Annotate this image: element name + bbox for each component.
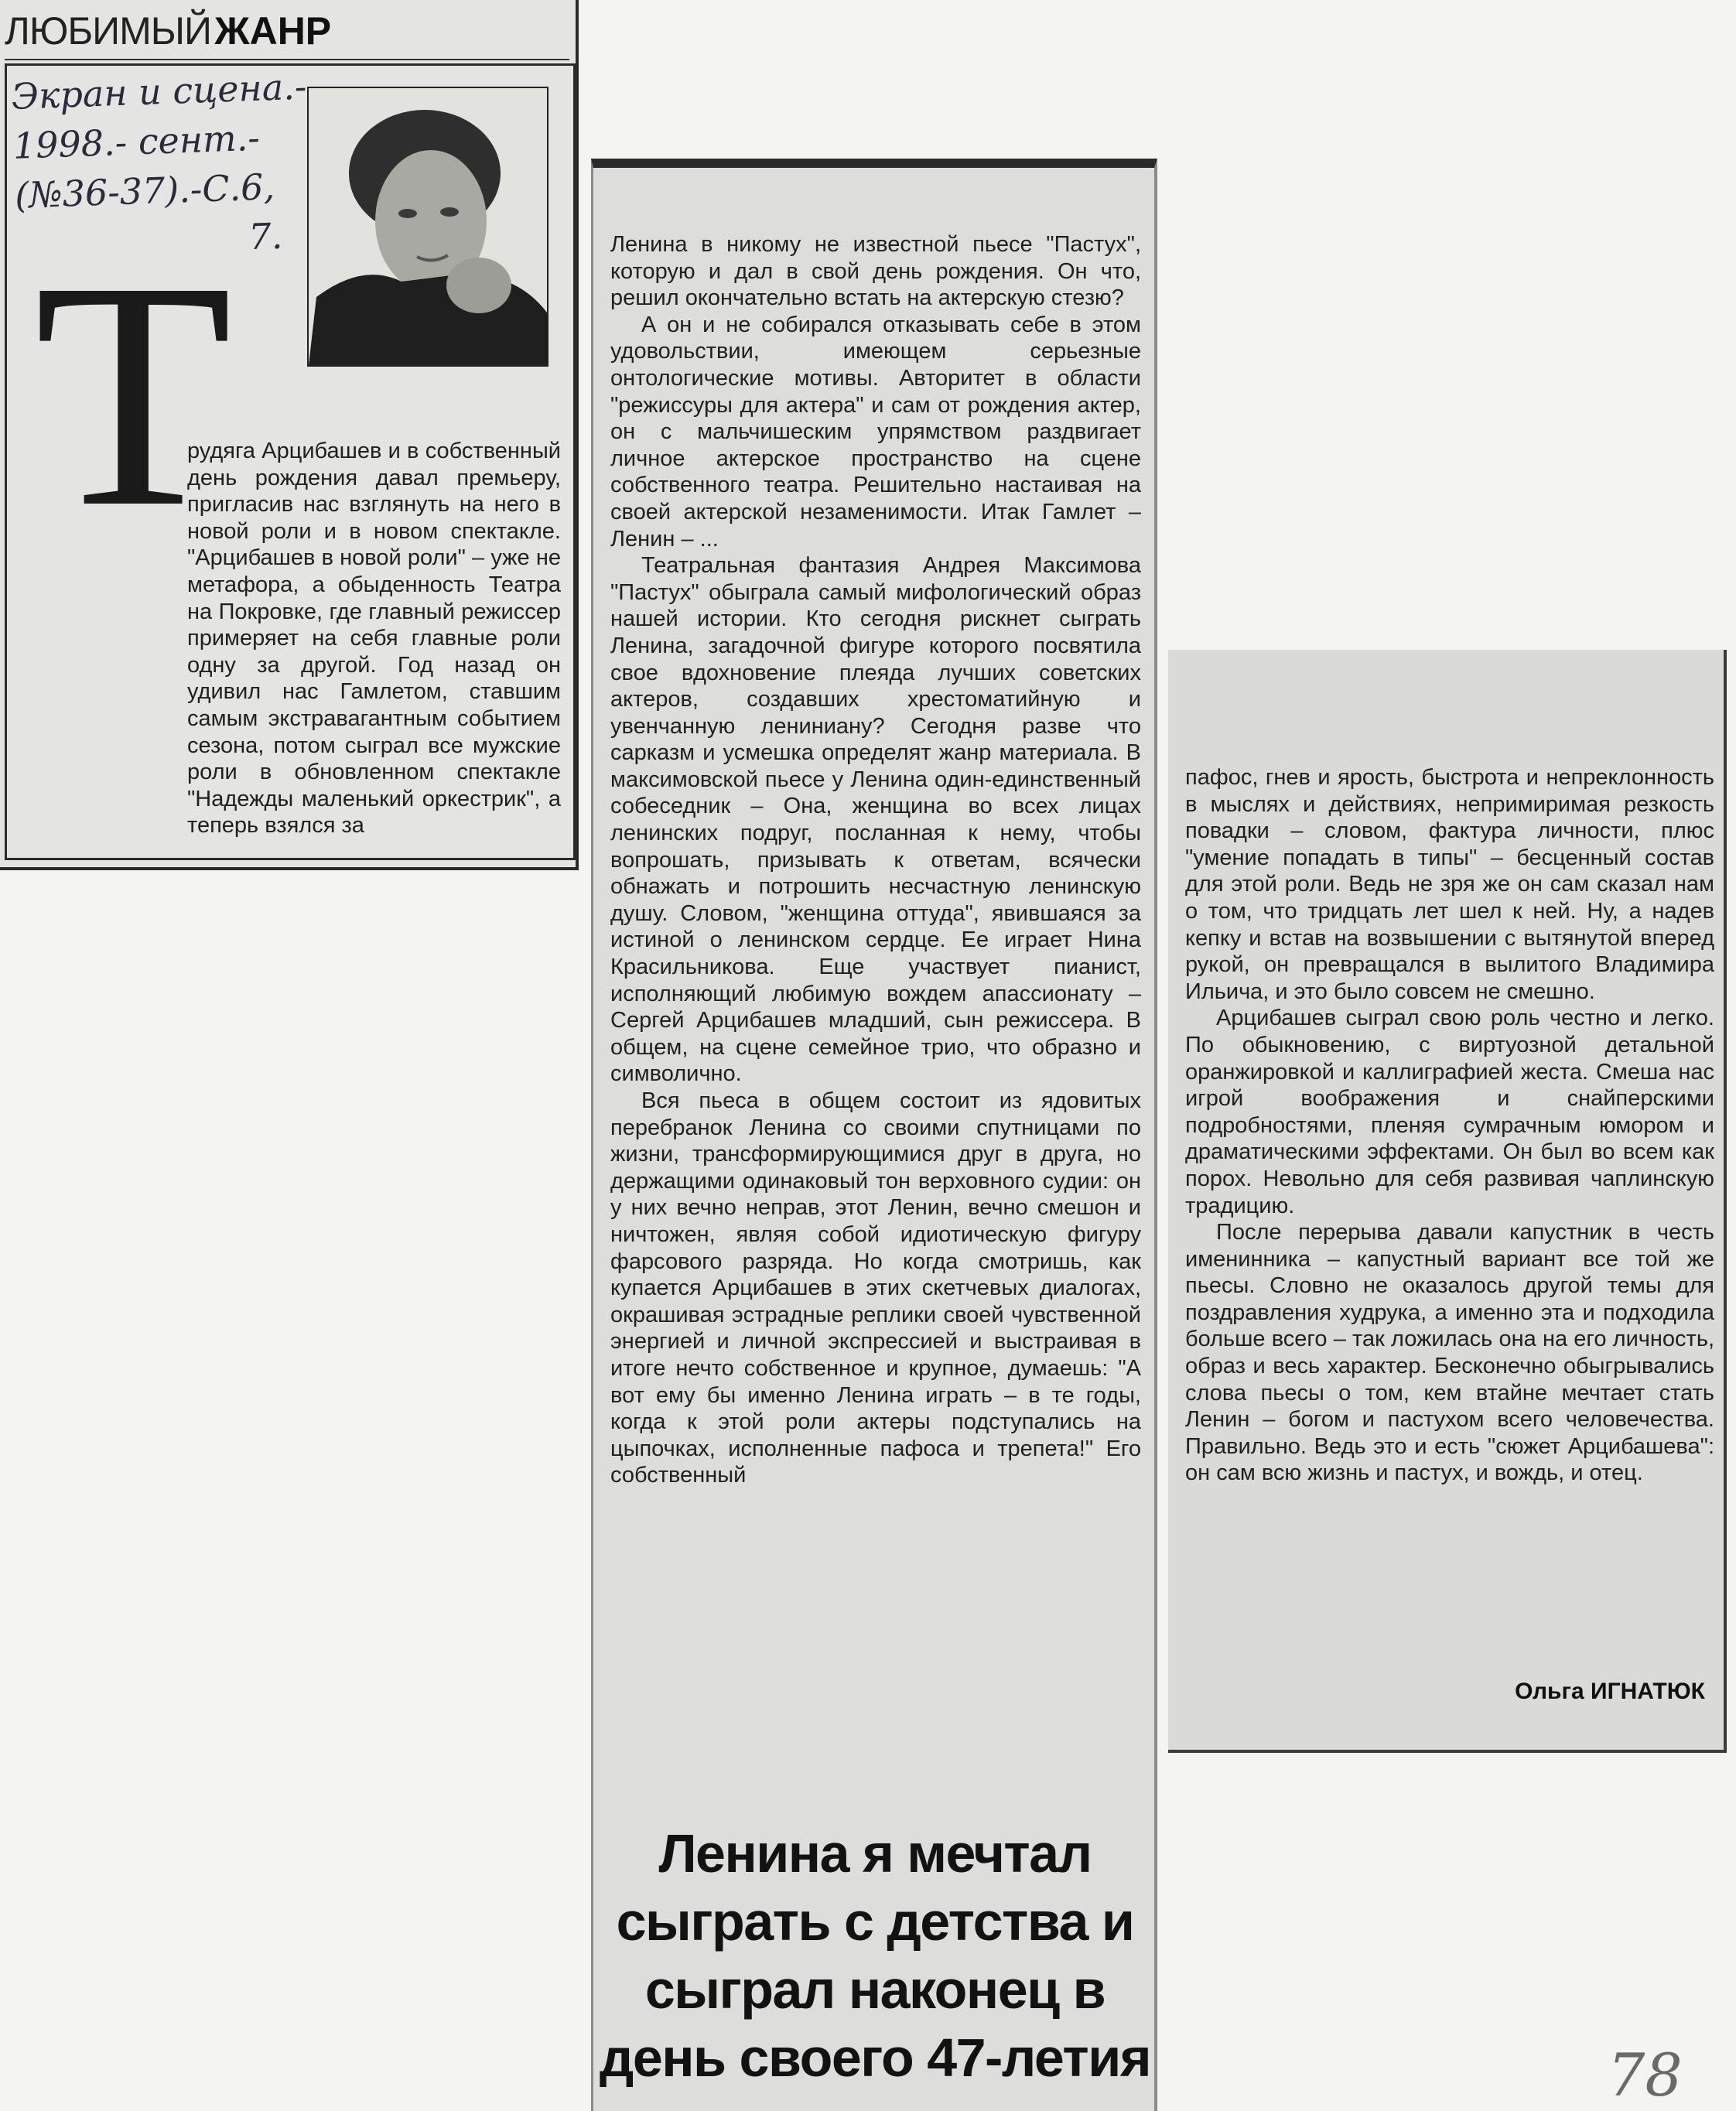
article-headline: Ленина я мечтал сыграть с детства и сыграл наконец в день своего 47-летия xyxy=(599,1823,1151,2088)
portrait-image xyxy=(309,88,547,365)
archive-page-number: 78 xyxy=(1608,2041,1683,2109)
article-paragraph: пафос, гнев и ярость, быстрота и непреклонность в мыслях и действиях, непримиримая резкость повадки – словом, фактура личности, плюс "умение попадать в типы" – бесценный состав для этой роли. Ведь не зря же он сам сказал нам о том, что тридцать лет шел к ней. Ну, а надев кепку и встав на возвышении с вытянутой вперед рукой, он превращался в вылитого Владимира Ильича, и это было совсем не смешно. xyxy=(1185,765,1714,1004)
intro-paragraph: рудяга Арцибашев и в собственный день рождения давал премьеру, пригласив нас взглянуть на него в новой роли и в новом спектакле. "Арцибашев в новой роли" – уже не метафора, а обыденность Театра на Покровке, где главный режиссер примеряет на себя главные роли одну за другой. Год назад он удивил нас Гамлетом, ставшим самым экстравагантным событием сезона, потом сыграл все мужские роли в обновленном спектакле "Надежды маленький оркестрик", а теперь взялся за xyxy=(187,439,561,839)
rubric-bold-text: ЖАНР xyxy=(214,9,332,53)
handwritten-line-4: 7. xyxy=(248,214,284,258)
article-paragraph: Театральная фантазия Андрея Максимова "Пастух" обыграла самый мифологический образ нашей истории. Кто сегодня рискнет сыграть Ленина, загадочной фигуре которого посвятила свое вдохновение плеяда лучших советских актеров, создавших хрестоматийную и увенчанную лениниану? Сегодня разве что сарказм и усмешка определят жанр материала. В максимовской пьесе у Ленина один-единственный собеседник – Она, женщина во всех лицах ленинских подруг, посланная к нему, чтобы вопрошать, призывать к ответам, всячески обнажать и потрошить несчастную ленинскую душу. Словом, "женщина оттуда", явившаяся за истиной о ленинском сердце. Ее играет Нина Красильникова. Еще участвует пианист, исполняющий любимую вождем апассионату – Сергей Арцибашев младший, сын режиссера. В общем, на сцене семейное трио, что образно и символично. xyxy=(610,553,1141,1087)
handwritten-line-2: 1998.- сент.- xyxy=(12,116,261,167)
article-paragraph: А он и не собирался отказывать себе в этом удовольствии, имеющем серьезные онтологические мотивы. Авторитет в области "режиссуры для актера" и сам от рождения актер, он с мальчишеским упрямством раздвигает личное актерское пространство на сцене собственного театра. Решительно настаивая на своей актерской незаменимости. Итак Гамлет – Ленин – ... xyxy=(610,312,1141,552)
article-paragraph: Ленина в никому не известной пьесе "Пастух", которую и дал в свой день рождения. Он что, решил окончательно встать на актерскую стезю? xyxy=(610,232,1141,311)
author-signature: Ольга ИГНАТЮК xyxy=(1515,1679,1705,1704)
clipping-middle xyxy=(591,159,1157,2111)
drop-cap: Т xyxy=(34,214,233,574)
clipping-right xyxy=(1168,650,1727,1753)
rubric-header xyxy=(5,3,569,60)
intro-column xyxy=(15,438,561,839)
article-paragraph: Арцибашев сыграл свою роль честно и легко. По обыкновению, с виртуозной детальной оранжировкой и каллиграфией жеста. Смеша нас игрой воображения и снайперскими подробностями, пленяя сумрачным юмором и драматическими эффектами. Он был во всем как порох. Невольно для себя развивая чаплинскую традицию. xyxy=(1185,1006,1714,1218)
handwritten-line-1: Экран и сцена.- xyxy=(10,65,308,118)
author-portrait-photo xyxy=(307,87,548,367)
handwritten-line-3: (№36-37).-С.6, xyxy=(14,166,275,217)
rubric-light-text: ЛЮБИМЫЙ xyxy=(5,9,211,53)
middle-column-text xyxy=(610,231,1141,1489)
clipping-left xyxy=(0,0,579,870)
article-paragraph: После перерыва давали капустник в честь именинника – капустный вариант все той же пьесы. Словно не оказалось другой темы для поздравления худрука, а именно эта и подходила больше всего – так ложилась она на его личность, образ и весь характер. Бесконечно обыгрывались слова пьесы о том, кем втайне мечтает стать Ленин – богом и пастухом всего человечества. Правильно. Ведь это и есть "сюжет Арцибашева": он сам всю жизнь и пастух, и вождь, и отец. xyxy=(1185,1220,1714,1486)
right-column-text xyxy=(1185,764,1714,1487)
article-paragraph: Вся пьеса в общем состоит из ядовитых перебранок Ленина со своими спутницами по жизни, трансформирующимися друг в друга, но держащими одинаковый тон верховного судии: он у них вечно неправ, этот Ленин, вечно смешон и ничтожен, являя собой идиотическую фигуру фарсового разряда. Но когда смотришь, как купается Арцибашев в этих скетчевых диалогах, окрашивая эстрадные реплики своей чувственной энергией и личной экспрессией и выстраивая в итоге нечто собственное и крупное, думаешь: "А вот ему бы именно Ленина играть – в те годы, когда к этой роли актеры подступались на цыпочках, исполненные пафоса и трепета!" Его собственный xyxy=(610,1088,1141,1488)
